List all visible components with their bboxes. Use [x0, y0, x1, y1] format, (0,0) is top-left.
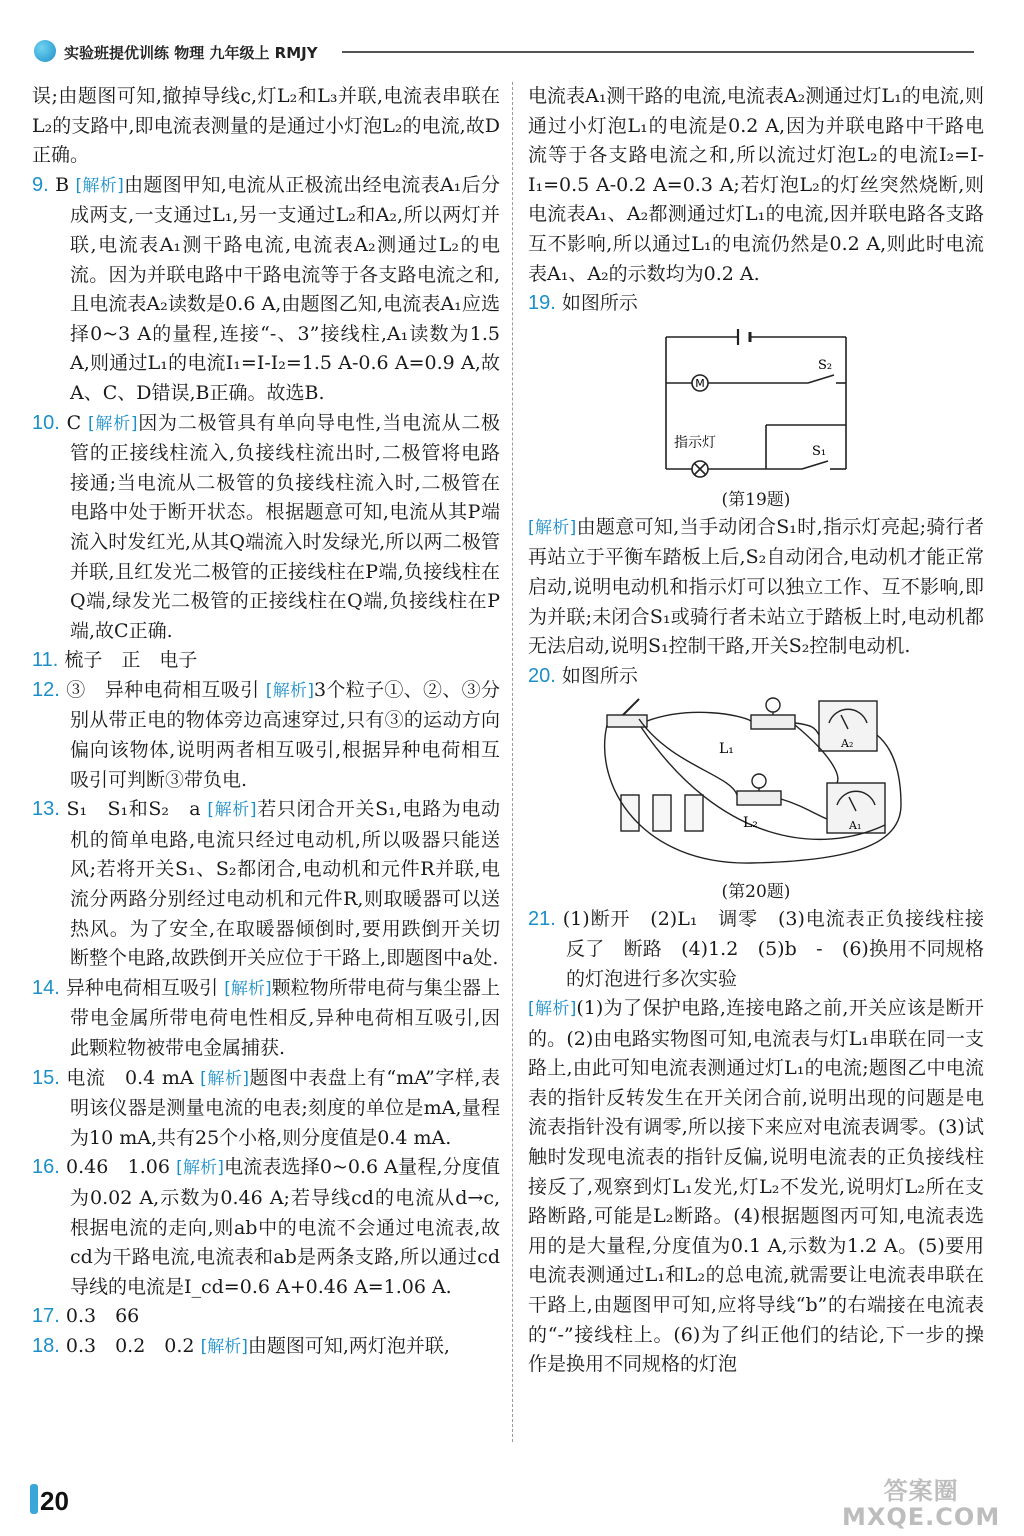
analysis-tag: [解析]: [87, 413, 138, 434]
column-divider: [512, 82, 513, 1442]
answer-choice: B: [55, 173, 70, 196]
question-number: 13.: [32, 798, 60, 821]
header-rule: [342, 51, 974, 53]
analysis-text: 因为二极管具有单向导电性,当电流从二极管的正接线柱流入,负接线柱流出时,二极管将电路接通;当电流从二极管的负接线柱流入时,二极管在电路中处于断开状态。根据题意可知,电流从其P端流入时发红光,从其Q端流入时发绿光,所以两二极管并联,且红发光二极管的正接线柱在P端,负接线柱在Q端,绿发光二极管的正接线柱在Q端,负接线柱在P端,故C正确.: [70, 411, 501, 642]
question-number: 9.: [32, 173, 49, 196]
question-number: 20.: [528, 664, 556, 687]
question-number: 12.: [32, 678, 60, 701]
answer-text: 梳子 正 电子: [64, 649, 198, 672]
answer-16: [32, 1153, 500, 1302]
watermark-top: 答案圈: [883, 1477, 959, 1505]
analysis-tag: [解析]: [528, 517, 577, 538]
indicator-lamp-label: 指示灯: [674, 434, 716, 451]
question-number: 17.: [32, 1305, 60, 1328]
figure-19-caption: (第19题): [721, 489, 791, 510]
answer-14: [32, 974, 500, 1064]
answer-text: 0.3 66: [65, 1305, 140, 1328]
answer-19-analysis: [528, 513, 984, 662]
answer-10: [32, 409, 500, 647]
question-number: 21.: [528, 908, 556, 931]
analysis-text: 由题图甲知,电流从正极流出经电流表A₁后分成两支,一支通过L₁,另一支通过L₂和A₂,所以两灯并联,电流表A₁测干路电流,电流表A₂测通过L₂的电流。因为并联电路中干路电流等于各支路电流之和,且电流表A₂读数是0.6 A,由题图乙知,电流表A₁应选择0~3 A的量程,连接“-、3”接线柱,A₁读数为1.5 A,则通过L₁的电流I₁=I-I₂=1.5 A-0.6 A=0.9 A,故A、C、D错误,B正确。故选B.: [70, 173, 500, 404]
answer-text: 0.46 1.06: [66, 1156, 170, 1179]
answer-19: [528, 289, 984, 319]
answer-15: [32, 1064, 500, 1154]
answer-text: ③ 异种电荷相互吸引: [66, 678, 260, 701]
ammeter-a1-label: A₁: [849, 819, 862, 833]
series-title: 实验班提优训练 物理 九年级上 RMJY: [64, 44, 318, 62]
answer-12: [32, 676, 500, 795]
answer-text: 异种电荷相互吸引: [65, 976, 219, 999]
ammeter-a2-label: A₂: [841, 737, 854, 751]
analysis-tag: [解析]: [528, 999, 577, 1020]
analysis-text: (1)为了保护电路,连接电路之前,开关应该是断开的。(2)由电路实物图可知,电流表与灯L₁串联在同一支路上,由此可知电流表测通过灯L₁的电流;题图乙中电流表的指针反转发生在开关闭合前,说明出现的问题是电流表指针没有调零,所以接下来应对电流表调零。(3)试触时发现电流表的指针反偏,说明电流表的正负接线柱接反了,观察到灯L₁发光,灯L₂不发光,说明灯L₂所在支路断路,可能是L₂断路。(4)根据题图丙可知,电流表选用的是大量程,分度值为0.1 A,示数为1.2 A。(5)要用电流表测通过L₁和L₂的总电流,就需要让电流表串联在干路上,由题图甲可知,应将导线“b”的右端接在电流表的“-”接线柱上。(6)为了纠正他们的结论,下一步的操作是换用不同规格的灯泡: [528, 997, 984, 1376]
answer-choice: C: [66, 411, 82, 434]
question-number: 16.: [32, 1156, 60, 1179]
answer-text: 电流 0.4 mA: [66, 1066, 194, 1089]
analysis-text: 颗粒物所带电荷与集尘器上带电金属所带电荷电性相反,异种电荷相互吸引,因此颗粒物被带电金属捕获.: [70, 976, 500, 1059]
lamp-l1-label: L₁: [719, 741, 734, 758]
figure-20-caption: (第20题): [721, 882, 791, 903]
answer-18: [32, 1332, 500, 1363]
answer-21: [528, 905, 984, 994]
switch-s2-label: S₂: [818, 357, 833, 373]
answer-18-continued: 电流表A₁测干路的电流,电流表A₂测通过灯L₁的电流,则通过小灯泡L₁的电流是0.2 A,因为并联电路中干路电流等于各支路电流之和,所以流过灯泡L₂的电流I₂=I-I₁=0.5 A-0.2 A=0.3 A;若灯泡L₂的灯丝突然烧断,则电流表A₁、A₂都测通过灯L₁的电流,因并联电路各支路互不影响,所以通过L₁的电流仍然是0.2 A,则此时电流表A₁、A₂的示数均为0.2 A.: [528, 85, 984, 285]
lamp-l2-label: L₂: [743, 815, 758, 832]
answer-text: 如图所示: [561, 292, 638, 315]
question-number: 11.: [32, 649, 59, 672]
analysis-text: 由题意可知,当手动闭合S₁时,指示灯亮起;骑行者再站立于平衡车踏板上后,S₂自动闭合,电动机才能正常启动,说明电动机和指示灯可以独立工作、互不影响,即为并联;未闭合S₁或骑行者未站立于踏板上时,电动机都无法启动,说明S₁控制干路,开关S₂控制电动机.: [528, 515, 984, 658]
analysis-tag: [解析]: [75, 175, 124, 196]
question-number: 14.: [32, 976, 60, 999]
question-number: 19.: [528, 292, 556, 315]
answer-text: 如图所示: [561, 664, 638, 687]
analysis-text: 若只闭合开关S₁,电路为电动机的简单电路,电流只经过电动机,所以吸器只能送风;若将开关S₁、S₂都闭合,电动机和元件R并联,电流分两路分别经过电动机和元件R,则取暖器可以送热风。为了安全,在取暖器倾倒时,要用跌倒开关切断整个电路,故跌倒开关应位于干路上,即题图中a处.: [70, 798, 501, 970]
question-number: 18.: [32, 1334, 60, 1357]
series-logo-icon: [34, 40, 56, 62]
answer-13: [32, 795, 500, 974]
answer-17: [32, 1302, 500, 1332]
page-header: [34, 40, 974, 70]
answer-text: 0.3 0.2 0.2: [65, 1334, 195, 1357]
right-column: [528, 82, 984, 1380]
analysis-text: 题图中表盘上有“mA”字样,表明该仪器是测量电流的电表;刻度的单位是mA,量程为10 mA,共有25个小格,则分度值是0.4 mA.: [70, 1066, 501, 1149]
analysis-text: 3个粒子①、②、③分别从带正电的物体旁边高速穿过,只有③的运动方向偏向该物体,说明两者相互吸引,根据异种电荷相互吸引可判断③带负电.: [70, 678, 500, 791]
circuit-diagram-19: [646, 323, 866, 483]
page-number: 20: [40, 1486, 69, 1516]
figure-19-circuit: [528, 323, 984, 483]
answer-text: S₁ S₁和S₂ a: [66, 798, 201, 821]
analysis-tag: [解析]: [200, 1068, 250, 1089]
left-column: [32, 82, 500, 1363]
answer-8-continued: 误;由题图可知,撤掉导线c,灯L₂和L₃并联,电流表串联在L₂的支路中,即电流表测量的是通过小灯泡L₂的电流,故D正确。: [32, 85, 500, 167]
analysis-text: 由题图可知,两灯泡并联,: [247, 1334, 450, 1357]
watermark: [842, 1478, 1000, 1530]
answer-21-analysis: [528, 994, 984, 1380]
figure-20-wiring: [528, 695, 984, 875]
switch-s1-label: S₁: [812, 443, 827, 459]
answer-11: [32, 646, 500, 676]
answer-20: [528, 662, 984, 692]
analysis-tag: [解析]: [207, 800, 257, 821]
analysis-tag: [解析]: [224, 978, 272, 999]
question-number: 15.: [32, 1066, 60, 1089]
analysis-text: 电流表选择0~0.6 A量程,分度值为0.02 A,示数为0.46 A;若导线cd的电流从d→c,根据电流的走向,则ab中的电流不会通过电流表,故cd为干路电流,电流表和ab是两条支路,所以通过cd导线的电流是I_cd=0.6 A+0.46 A=1.06 A.: [70, 1156, 500, 1298]
motor-symbol: M: [695, 376, 705, 390]
analysis-tag: [解析]: [265, 680, 315, 701]
answer-text: (1)断开 (2)L₁ 调零 (3)电流表正负接线柱接反了 断路 (4)1.2 (5)b - (6)换用不同规格的灯泡进行多次实验: [562, 908, 984, 990]
watermark-bottom: MXQE.COM: [842, 1503, 1001, 1531]
question-number: 10.: [32, 411, 60, 434]
wiring-diagram-20: [601, 695, 911, 875]
analysis-tag: [解析]: [200, 1336, 248, 1357]
answer-9: [32, 171, 500, 409]
analysis-tag: [解析]: [176, 1158, 224, 1179]
